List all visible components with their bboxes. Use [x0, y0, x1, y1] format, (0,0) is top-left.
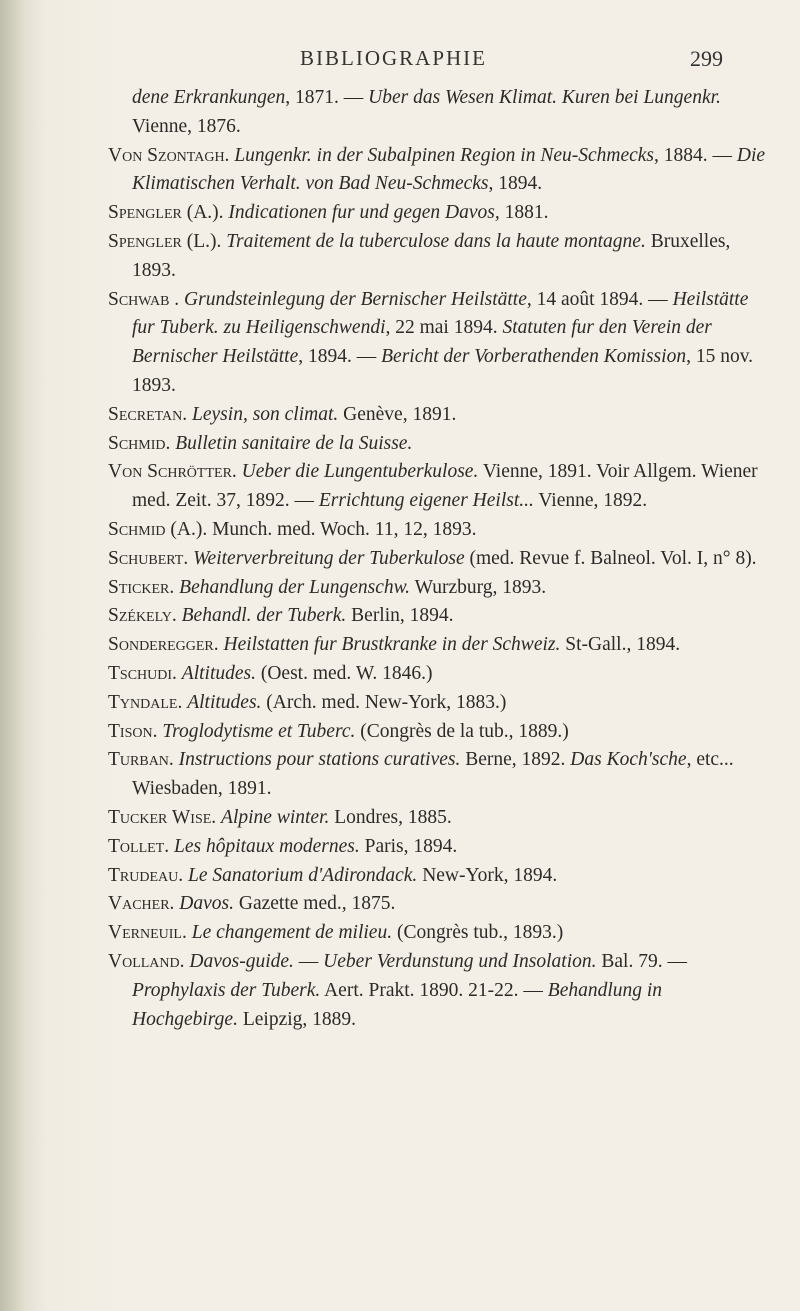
- entry-details: (Arch. med. New-York, 1883.): [261, 691, 507, 713]
- entry-details: Vienne, 1876.: [132, 115, 241, 137]
- bibliography-entry: [108, 286, 768, 401]
- entry-details: , 1894. —: [298, 346, 382, 368]
- entry-details: Genève, 1891.: [338, 403, 457, 425]
- bibliography-entry: [108, 746, 768, 804]
- entry-title: Troglodytisme et Tuberc.: [162, 720, 356, 742]
- entry-details: Vienne, 1892.: [533, 490, 648, 512]
- entry-details: , 15 nov. 1893.: [132, 346, 754, 396]
- bibliography-entry: [108, 228, 768, 286]
- entry-title: Les hôpitaux modernes.: [173, 835, 360, 857]
- entry-title: Errichtung eigener Heilst...: [318, 490, 534, 512]
- entry-title: Altitudes.: [181, 662, 256, 684]
- entry-author: Schwab .: [108, 288, 180, 310]
- entry-details: Berne, 1892.: [460, 749, 571, 771]
- entry-details: , 1871. —: [285, 87, 369, 108]
- entry-author: Tyndale.: [108, 691, 183, 713]
- entry-title: Ueber die Lungentuberkulose.: [241, 461, 479, 483]
- entry-title: Das Koch'sche: [570, 749, 687, 771]
- bibliography-entry: [108, 948, 768, 1034]
- entry-details: 1881.: [499, 202, 549, 224]
- entry-details: (Congrès de la tub., 1889.): [355, 720, 569, 742]
- entry-title: Traitement de la tuberculose dans la haute montagne.: [226, 230, 646, 252]
- entry-details: New-York, 1894.: [417, 864, 558, 886]
- entry-author: Turban.: [108, 749, 174, 771]
- entry-author: Schmid.: [108, 432, 171, 454]
- bibliography-entry: [108, 890, 768, 919]
- entry-details: , 1894.: [488, 173, 543, 195]
- entry-title: Davos-guide.: [189, 950, 294, 972]
- entry-details: , 1884. —: [654, 144, 737, 166]
- entry-author: Tucker Wise.: [108, 806, 217, 828]
- bibliography-entry: [108, 430, 768, 459]
- entry-author: Székely.: [108, 605, 177, 627]
- entry-title: Indicationen fur und gegen Davos,: [228, 202, 500, 224]
- entry-author: Sticker.: [108, 576, 175, 598]
- entry-details: Munch. med. Woch. 11, 12, 1893.: [212, 518, 477, 540]
- bibliography-entry: [108, 142, 768, 200]
- bibliography-entry: [108, 631, 768, 660]
- entry-title: Heilstätte fur Tuberk. zu Heiligenschwendi: [132, 288, 749, 339]
- entry-title: Behandlung in Hochgebirge.: [132, 979, 663, 1030]
- bibliography-entry: [108, 919, 768, 948]
- entry-author: Vacher.: [108, 893, 175, 915]
- entry-details: , 14 août 1894. —: [526, 288, 673, 310]
- bibliography-entry: [108, 545, 768, 574]
- bibliography-entry: [108, 458, 768, 516]
- entry-details: Bruxelles, 1893.: [132, 230, 731, 281]
- bibliography-entry: [108, 516, 768, 545]
- entry-details: (Congrès tub., 1893.): [392, 922, 564, 944]
- entry-title: Ueber Verdunstung und Insolation.: [323, 950, 597, 972]
- entry-title: Alpine winter.: [221, 806, 330, 828]
- bibliography-entry: [108, 199, 768, 228]
- entry-details: Gazette med., 1875.: [233, 893, 396, 915]
- entry-author: Tollet.: [108, 835, 170, 857]
- entry-title: Statuten fur den Verein der Bernischer Heilstätte: [132, 317, 712, 368]
- entry-title: Prophylaxis der Tuberk.: [132, 979, 321, 1001]
- entry-details: Paris, 1894.: [359, 835, 458, 857]
- entry-title: dene Erkrankungen: [132, 87, 286, 108]
- entry-author: Schmid (A.).: [108, 518, 208, 540]
- entry-details: Vienne, 1891. Voir Allgem. Wiener med. Zeit. 37, 1892. —: [132, 461, 758, 512]
- entry-title: Bericht der Vorberathenden Komission: [381, 346, 687, 368]
- entry-title: Altitudes.: [187, 691, 262, 713]
- entry-details: —: [293, 950, 324, 972]
- entry-details: St-Gall., 1894.: [560, 634, 681, 656]
- entry-details: Bal. 79. —: [596, 950, 687, 972]
- entry-details: , 22 mai 1894.: [385, 317, 503, 339]
- entry-details: Wurzburg, 1893.: [410, 576, 547, 598]
- entry-title: Lungenkr. in der Subalpinen Region in Neu-Schmecks: [234, 144, 655, 166]
- bibliography-entry: [108, 84, 768, 142]
- entry-title: Davos.: [179, 893, 234, 915]
- bibliography-entry: [108, 862, 768, 891]
- entry-title: Grundsteinlegung der Bernischer Heilstätte: [184, 288, 527, 310]
- entry-details: Leipzig, 1889.: [237, 1008, 357, 1030]
- bibliography-entry: [108, 574, 768, 603]
- bibliography-entry: [108, 718, 768, 747]
- bibliography-list: [108, 84, 768, 1034]
- page-number: 299: [690, 46, 723, 71]
- entry-details: , etc... Wiesbaden, 1891.: [132, 749, 734, 800]
- bibliography-entry: [108, 689, 768, 718]
- entry-author: Tison.: [108, 720, 158, 742]
- entry-author: Verneuil.: [108, 922, 187, 944]
- entry-author: Schubert.: [108, 547, 189, 569]
- entry-details: Aert. Prakt. 1890. 21-22. —: [320, 979, 548, 1001]
- entry-title: Die Klimatischen Verhalt. von Bad Neu-Schmecks: [132, 144, 766, 195]
- entry-title: Weiterverbreitung der Tuberkulose: [193, 547, 465, 569]
- entry-title: Uber das Wesen Klimat. Kuren bei Lungenkr.: [368, 87, 721, 108]
- entry-author: Spengler (A.).: [108, 202, 224, 224]
- bibliography-entry: [108, 833, 768, 862]
- entry-title: Leysin, son climat.: [192, 403, 339, 425]
- page-header: [0, 46, 800, 76]
- entry-title: Instructions pour stations curatives.: [178, 749, 461, 771]
- bibliography-entry: [108, 660, 768, 689]
- entry-title: Le Sanatorium d'Adirondack.: [188, 864, 418, 886]
- entry-author: Trudeau.: [108, 864, 184, 886]
- entry-details: Londres, 1885.: [329, 806, 452, 828]
- entry-author: Spengler (L.).: [108, 230, 222, 252]
- entry-title: Bulletin sanitaire de la Suisse.: [175, 432, 413, 454]
- entry-title: Heilstatten fur Brustkranke in der Schweiz.: [223, 634, 561, 656]
- bibliography-entry: [108, 804, 768, 833]
- running-title: BIBLIOGRAPHIE: [300, 46, 487, 70]
- entry-details: Berlin, 1894.: [346, 605, 454, 627]
- entry-author: Tschudi.: [108, 662, 177, 684]
- entry-author: Von Schrötter.: [108, 461, 237, 483]
- bibliography-entry: [108, 401, 768, 430]
- entry-author: Volland.: [108, 950, 185, 972]
- bibliography-entry: [108, 602, 768, 631]
- entry-details: (Oest. med. W. 1846.): [255, 662, 433, 684]
- entry-author: Sonderegger.: [108, 634, 219, 656]
- entry-author: Von Szontagh.: [108, 144, 230, 166]
- entry-title: Behandl. der Tuberk.: [181, 605, 347, 627]
- page-edge-stain: [0, 0, 42, 1311]
- entry-author: Secretan.: [108, 403, 188, 425]
- entry-details: (med. Revue f. Balneol. Vol. I, n° 8).: [464, 547, 757, 569]
- entry-title: Le changement de milieu.: [191, 922, 393, 944]
- entry-title: Behandlung der Lungenschw.: [179, 576, 411, 598]
